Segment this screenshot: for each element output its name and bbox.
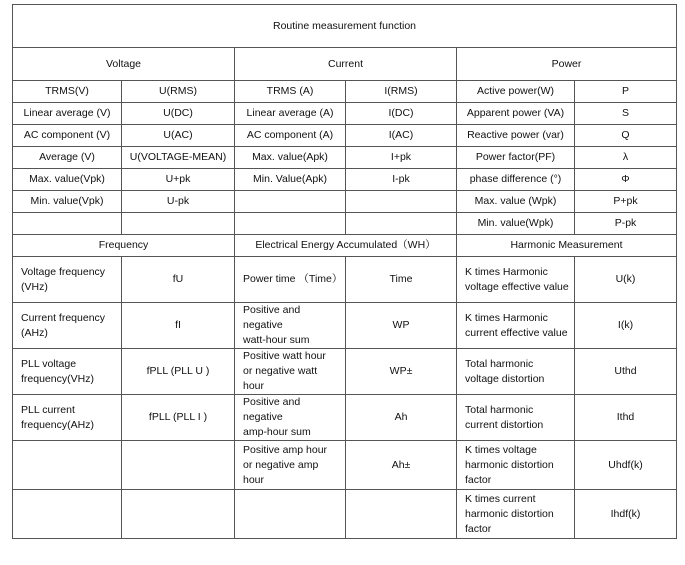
frequency-parameter-cell: Current frequency (AHz) [13, 303, 122, 349]
table-row [13, 303, 677, 349]
voltage-symbol-cell: U(VOLTAGE-MEAN) [122, 147, 235, 169]
table-row [13, 81, 677, 103]
power-symbol-cell: λ [575, 147, 677, 169]
table-row [13, 395, 677, 441]
power-parameter-cell: phase difference (°) [457, 169, 575, 191]
frequency-symbol-cell: fI [122, 303, 235, 349]
table-row [13, 147, 677, 169]
voltage-symbol-cell: U(AC) [122, 125, 235, 147]
current-symbol-cell: I-pk [346, 169, 457, 191]
power-symbol-cell: P-pk [575, 213, 677, 235]
voltage-parameter-cell: TRMS(V) [13, 81, 122, 103]
voltage-parameter-cell: Average (V) [13, 147, 122, 169]
power-parameter-cell: Max. value (Wpk) [457, 191, 575, 213]
table-row [13, 257, 677, 303]
current-parameter-cell: AC component (A) [235, 125, 346, 147]
table-row [13, 490, 677, 539]
power-parameter-cell: Min. value(Wpk) [457, 213, 575, 235]
frequency-symbol-cell [122, 490, 235, 539]
current-symbol-cell: I(DC) [346, 103, 457, 125]
current-section-heading: Current [235, 48, 457, 81]
current-parameter-cell: Min. Value(Apk) [235, 169, 346, 191]
frequency-parameter-cell: Voltage frequency (VHz) [13, 257, 122, 303]
energy-symbol-cell: WP [346, 303, 457, 349]
energy-symbol-cell [346, 490, 457, 539]
power-symbol-cell: Φ [575, 169, 677, 191]
frequency-parameter-cell [13, 490, 122, 539]
voltage-symbol-cell: U-pk [122, 191, 235, 213]
current-parameter-cell: Linear average (A) [235, 103, 346, 125]
table-row [13, 213, 677, 235]
current-symbol-cell: I(AC) [346, 125, 457, 147]
power-symbol-cell: Q [575, 125, 677, 147]
measurement-function-table [12, 4, 677, 539]
energy-parameter-cell: Positive watt hour or negative watt hour [235, 349, 346, 395]
current-parameter-cell: TRMS (A) [235, 81, 346, 103]
voltage-symbol-cell: U+pk [122, 169, 235, 191]
power-parameter-cell: Apparent power (VA) [457, 103, 575, 125]
current-parameter-cell [235, 191, 346, 213]
voltage-symbol-cell [122, 213, 235, 235]
harmonic-parameter-cell: K times Harmonic current effective value [457, 303, 575, 349]
voltage-parameter-cell: AC component (V) [13, 125, 122, 147]
energy-section-heading: Electrical Energy Accumulated（WH） [235, 235, 457, 257]
power-parameter-cell: Power factor(PF) [457, 147, 575, 169]
energy-parameter-cell [235, 490, 346, 539]
harmonic-parameter-cell: Total harmonic voltage distortion [457, 349, 575, 395]
power-symbol-cell: P+pk [575, 191, 677, 213]
power-parameter-cell: Active power(W) [457, 81, 575, 103]
frequency-parameter-cell: PLL voltage frequency(VHz) [13, 349, 122, 395]
current-symbol-cell [346, 191, 457, 213]
energy-symbol-cell: WP± [346, 349, 457, 395]
power-symbol-cell: P [575, 81, 677, 103]
table-row [13, 441, 677, 490]
voltage-section-heading: Voltage [13, 48, 235, 81]
table-row [13, 169, 677, 191]
voltage-symbol-cell: U(DC) [122, 103, 235, 125]
energy-symbol-cell: Ah± [346, 441, 457, 490]
voltage-parameter-cell [13, 213, 122, 235]
harmonic-symbol-cell: Uthd [575, 349, 677, 395]
table-row [13, 103, 677, 125]
energy-parameter-cell: Power time （Time） [235, 257, 346, 303]
table-row [13, 349, 677, 395]
frequency-symbol-cell: fPLL (PLL I ) [122, 395, 235, 441]
power-section-heading: Power [457, 48, 677, 81]
harmonic-symbol-cell: I(k) [575, 303, 677, 349]
harmonic-symbol-cell: Ihdf(k) [575, 490, 677, 539]
harmonic-symbol-cell: Ithd [575, 395, 677, 441]
current-parameter-cell: Max. value(Apk) [235, 147, 346, 169]
current-parameter-cell [235, 213, 346, 235]
energy-symbol-cell: Time [346, 257, 457, 303]
table-row [13, 125, 677, 147]
harmonic-parameter-cell: K times voltage harmonic distortion factor [457, 441, 575, 490]
harmonic-symbol-cell: Uhdf(k) [575, 441, 677, 490]
current-symbol-cell [346, 213, 457, 235]
power-symbol-cell: S [575, 103, 677, 125]
current-symbol-cell: I(RMS) [346, 81, 457, 103]
table-row [13, 235, 677, 257]
voltage-parameter-cell: Linear average (V) [13, 103, 122, 125]
frequency-section-heading: Frequency [13, 235, 235, 257]
frequency-parameter-cell [13, 441, 122, 490]
energy-parameter-cell: Positive and negative watt-hour sum [235, 303, 346, 349]
energy-symbol-cell: Ah [346, 395, 457, 441]
frequency-symbol-cell [122, 441, 235, 490]
frequency-symbol-cell: fU [122, 257, 235, 303]
current-symbol-cell: I+pk [346, 147, 457, 169]
table-row [13, 191, 677, 213]
voltage-parameter-cell: Min. value(Vpk) [13, 191, 122, 213]
energy-parameter-cell: Positive and negative amp-hour sum [235, 395, 346, 441]
harmonic-parameter-cell: Total harmonic current distortion [457, 395, 575, 441]
voltage-symbol-cell: U(RMS) [122, 81, 235, 103]
frequency-parameter-cell: PLL current frequency(AHz) [13, 395, 122, 441]
power-parameter-cell: Reactive power (var) [457, 125, 575, 147]
frequency-symbol-cell: fPLL (PLL U ) [122, 349, 235, 395]
energy-parameter-cell: Positive amp hour or negative amp hour [235, 441, 346, 490]
voltage-parameter-cell: Max. value(Vpk) [13, 169, 122, 191]
measurement-function-table-container [12, 4, 677, 539]
table-title: Routine measurement function [13, 5, 677, 48]
harmonic-symbol-cell: U(k) [575, 257, 677, 303]
harmonic-parameter-cell: K times Harmonic voltage effective value [457, 257, 575, 303]
harmonic-parameter-cell: K times current harmonic distortion factor [457, 490, 575, 539]
harmonic-section-heading: Harmonic Measurement [457, 235, 677, 257]
